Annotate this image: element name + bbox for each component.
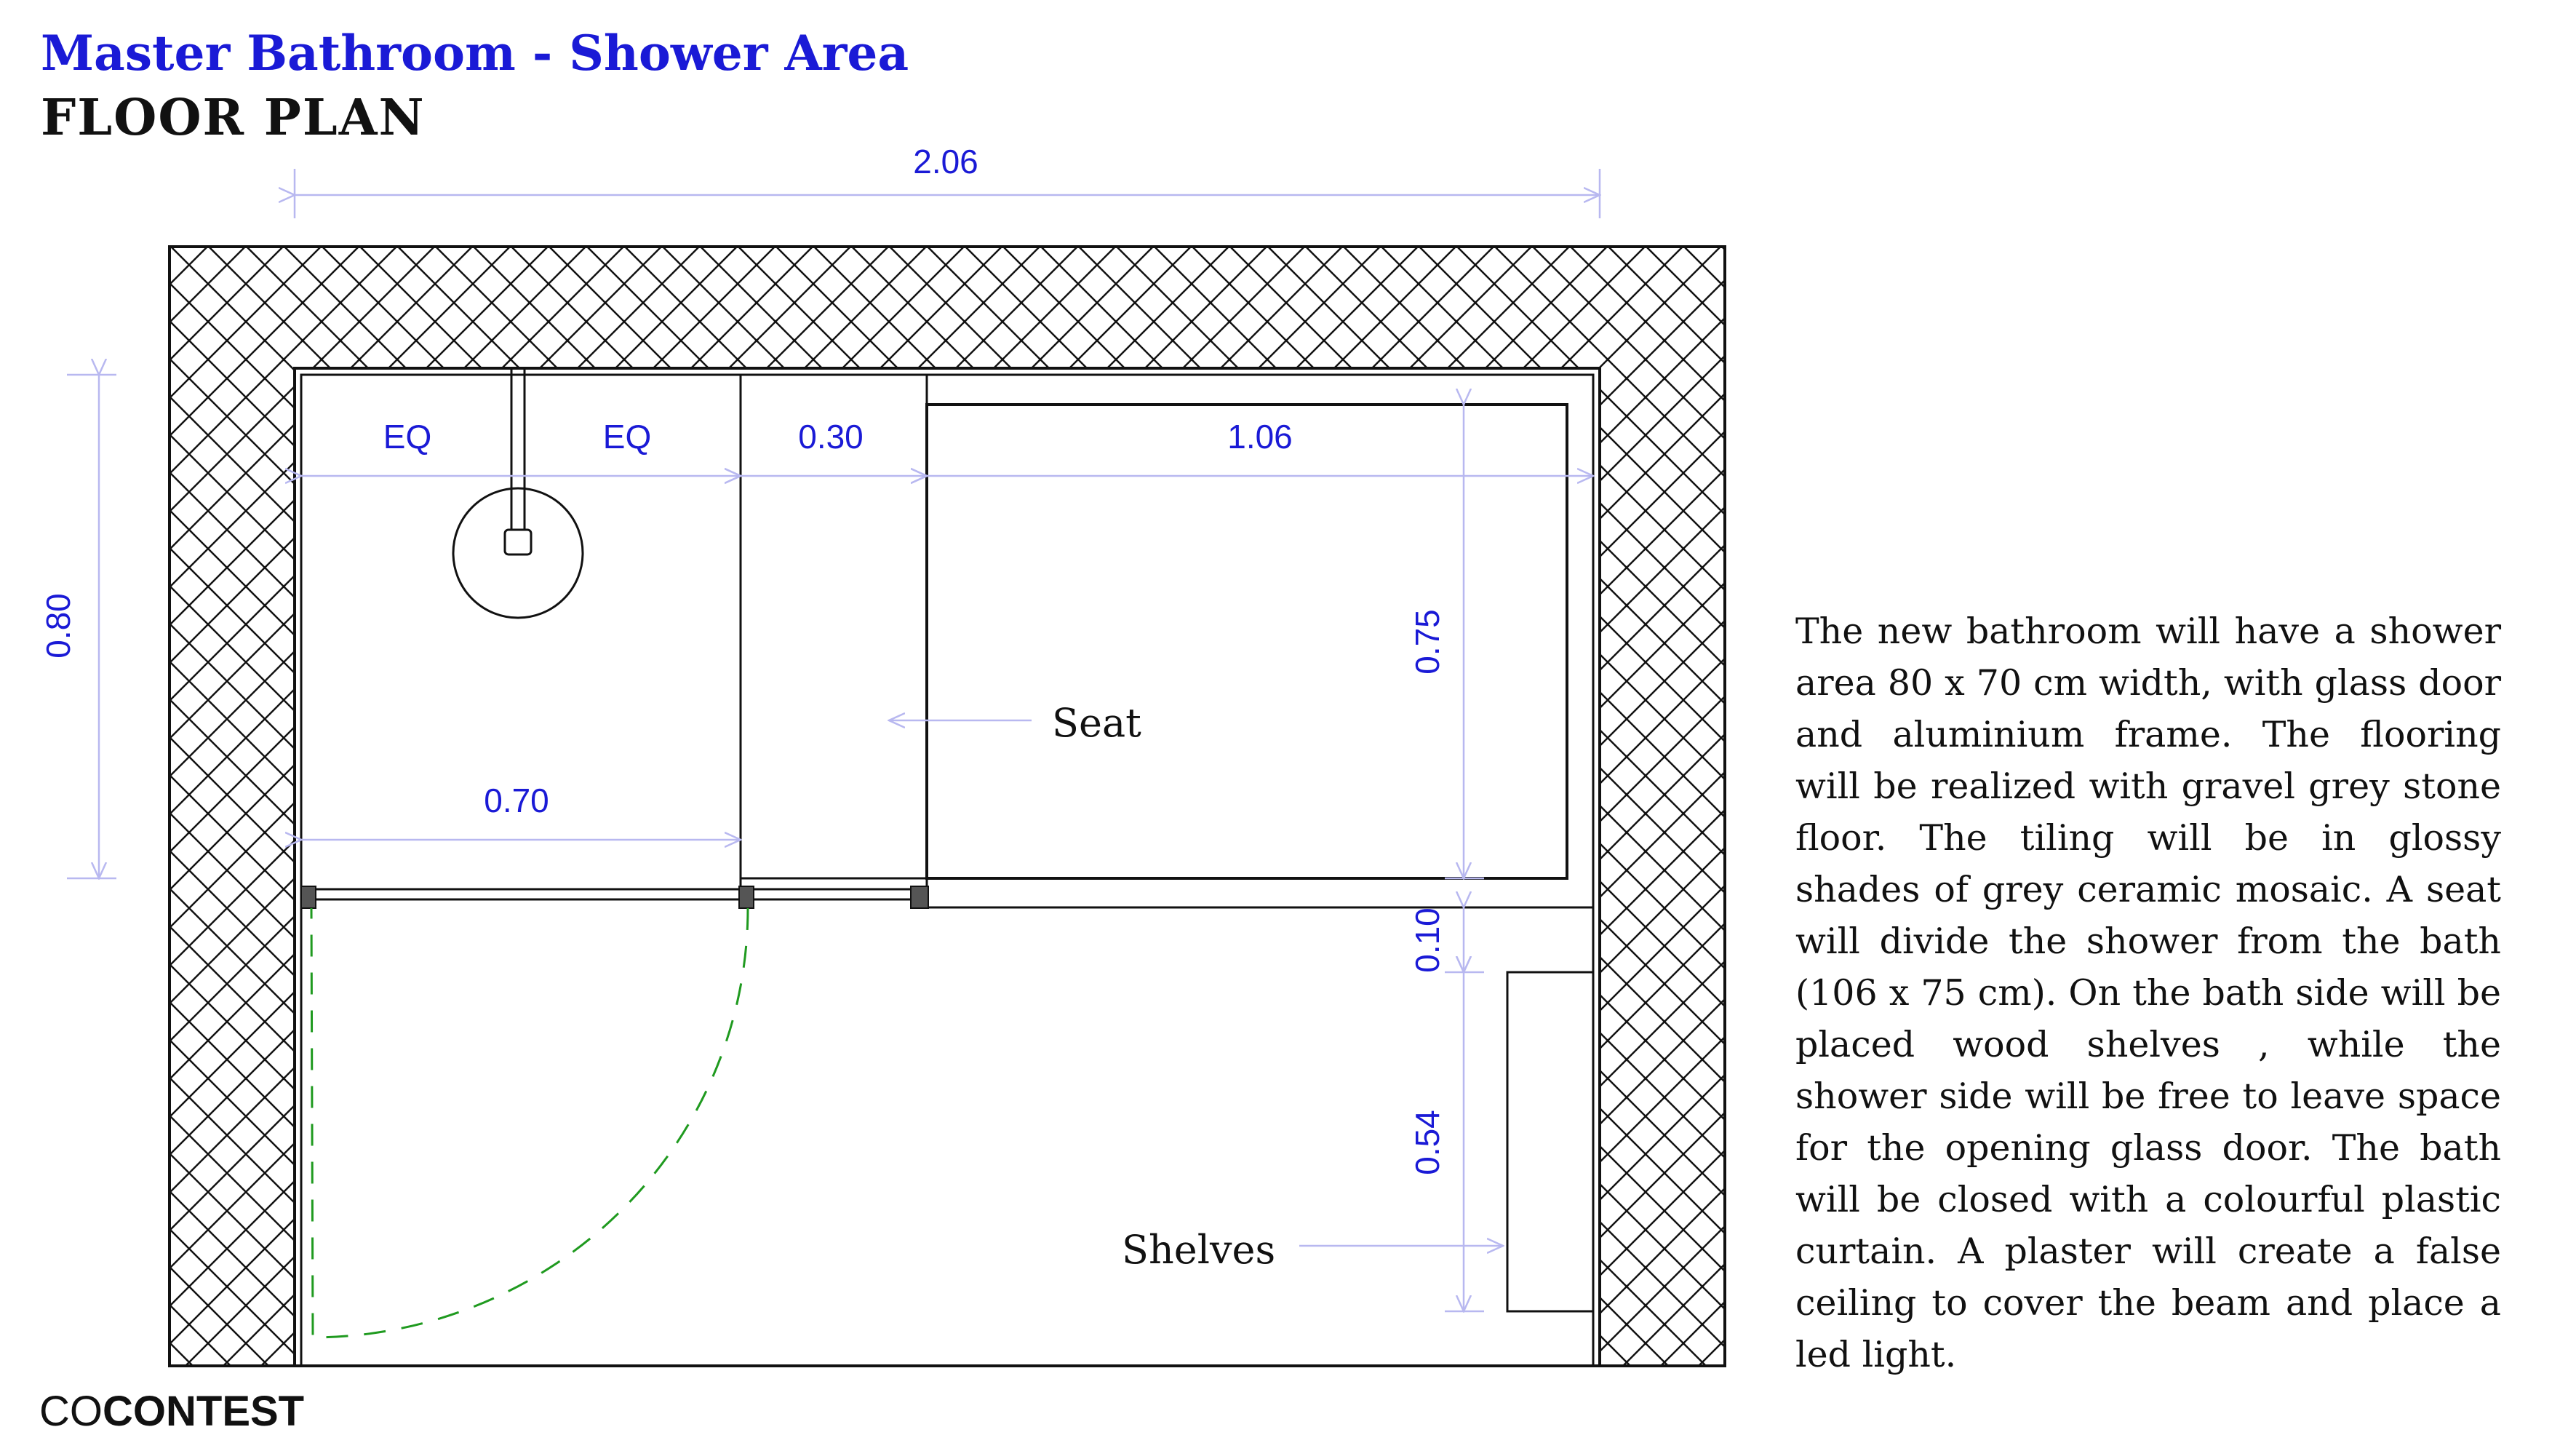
dim-eq-right: EQ: [602, 418, 652, 456]
shower-drain: [505, 530, 531, 554]
dim-bath-height: 0.75: [1408, 609, 1446, 675]
dim-gap: 0.10: [1408, 907, 1446, 973]
description-text: The new bathroom will have a shower area 80 x 70 cm width, with glass door and aluminium frame. The flooring will be realized with gravel grey stone floor. The tiling will be in glossy shades of grey ceramic mosaic. A seat will divide the shower from the bath (106 x 75 cm). On the bath side will be placed wood shelves , while the shower side will be free to leave space for the opening glass door. The bath will be closed with a colourful plastic curtain. A plaster will create a false ceiling to cover the beam and place a led light.: [1795, 611, 2501, 1375]
dim-bath-width: 1.06: [1227, 418, 1293, 456]
glass-door: [304, 889, 741, 899]
door-post-right: [911, 886, 928, 908]
glass-panel: [748, 889, 917, 899]
plan-subtitle: FLOOR PLAN: [41, 89, 426, 147]
door-post-middle: [739, 886, 754, 908]
door-swing-arc: [311, 908, 748, 1337]
logo-light-text: CO: [39, 1388, 103, 1435]
label-shelves: Shelves: [1122, 1227, 1276, 1273]
dim-eq-left: EQ: [383, 418, 432, 456]
logo-bold-text: CONTEST: [103, 1388, 305, 1435]
dim-shower-width: 0.70: [484, 782, 549, 819]
dim-overall-width: 2.06: [913, 143, 978, 180]
label-seat: Seat: [1052, 700, 1141, 746]
door-post-left: [301, 886, 316, 908]
dim-shower-height: 0.80: [39, 593, 77, 659]
cocontest-logo: [39, 1387, 304, 1436]
plan-title: Master Bathroom - Shower Area: [41, 25, 909, 82]
dim-shelves-height: 0.54: [1408, 1110, 1446, 1175]
dim-seat-width: 0.30: [798, 418, 864, 456]
wall-inner-outline: [295, 368, 1600, 1366]
shelves-unit: [1507, 972, 1593, 1311]
wall-inner-finish: [301, 375, 1593, 1366]
wall-hatch: [170, 247, 1725, 1366]
